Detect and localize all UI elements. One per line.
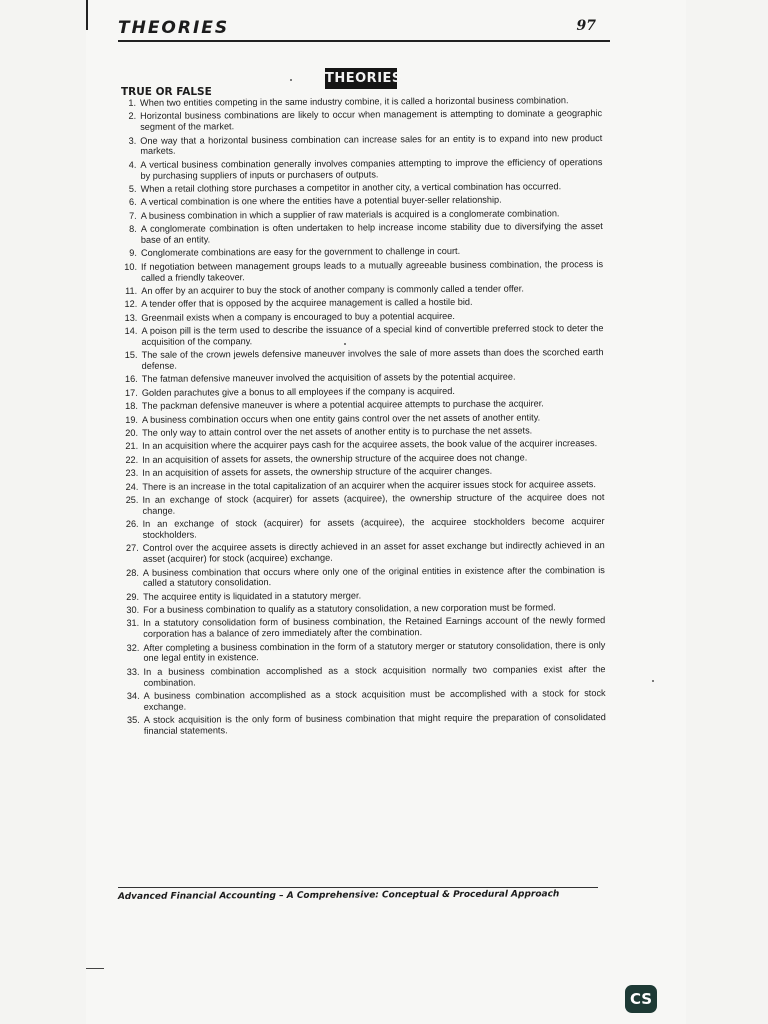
question-number: 6. [128, 197, 137, 208]
question-text: A vertical combination is one where the entities have a potential buyer-seller relationship. [140, 195, 502, 208]
question-item [120, 385, 604, 399]
question-number: 34. [126, 690, 140, 702]
question-item [118, 157, 602, 182]
question-number: 14. [124, 325, 138, 337]
question-item [120, 465, 604, 479]
question-item [121, 664, 605, 689]
chapter-badge: THEORIES [325, 68, 397, 89]
question-text: A business combination accomplished as a stock acquisition must be accomplished with a stock for stock exchange. [143, 688, 606, 712]
question-text: Golden parachutes give a bonus to all employees if the company is acquired. [141, 385, 455, 398]
question-number: 2. [128, 111, 137, 122]
question-text: The acquiree entity is liquidated in a statutory merger. [143, 590, 362, 602]
question-number: 32. [126, 642, 140, 653]
question-number: 5. [128, 183, 137, 194]
question-number: 16. [124, 374, 138, 385]
question-text: A vertical business combination generally involves companies attempting to improve the efficiency of operations by purchasing suppliers of inputs or purchasers of outputs. [140, 156, 603, 181]
question-text: When two entities competing in the same industry combine, it is called a horizontal business combination. [139, 95, 569, 108]
scan-speck [290, 79, 292, 81]
question-number: 25. [125, 494, 139, 505]
question-text: The sale of the crown jewels defensive maneuver involves the sale of more assets than does the scorched earth defense. [141, 347, 604, 371]
question-item [119, 181, 603, 195]
question-text: Conglomerate combinations are easy for the government to challenge in court. [140, 246, 461, 259]
question-text: The only way to attain control over the net assets of another entity is to purchase the net assets. [142, 425, 533, 438]
question-number: 22. [125, 454, 139, 465]
page-edge-mark [86, 968, 104, 969]
question-item [120, 438, 604, 452]
question-item [119, 323, 603, 348]
question-text: In an acquisition of assets for assets, the ownership structure of the acquiree does not change. [142, 452, 528, 465]
question-item [120, 492, 604, 517]
question-text: In a business combination accomplished as a stock acquisition normally two companies exist after the combination. [143, 663, 606, 688]
question-item [121, 516, 605, 541]
question-item [121, 540, 605, 565]
question-item [121, 616, 605, 641]
question-text: A stock acquisition is the only form of business combination that might require the preparation of consolidated financial statements. [143, 712, 606, 736]
question-number: 35. [126, 715, 140, 726]
question-text: In an acquisition of assets for assets, the ownership structure of the acquirer changes. [142, 465, 493, 479]
question-item [119, 221, 603, 246]
question-number: 7. [129, 210, 137, 221]
question-number: 23. [125, 468, 139, 479]
question-text: In an acquisition where the acquirer pays cash for the acquiree assets, the book value of the acquirer increases. [142, 438, 598, 452]
question-text: One way that a horizontal business combination can increase sales for an entity is to expand into new product markets. [140, 132, 603, 157]
scan-speck [652, 680, 654, 682]
question-number: 3. [128, 135, 137, 146]
question-number: 29. [126, 591, 140, 602]
question-text: For a business combination to qualify as a statutory consolidation, a new corporation must be formed. [143, 602, 556, 615]
question-number: 9. [129, 248, 137, 259]
question-item [120, 347, 604, 372]
question-item [118, 95, 602, 109]
question-item [120, 371, 604, 385]
question-number: 18. [125, 401, 138, 412]
question-item [120, 412, 604, 426]
question-text: The packman defensive maneuver is where a potential acquiree attempts to purchase the acquirer. [141, 398, 544, 412]
question-item [121, 640, 605, 665]
question-number: 13. [124, 312, 138, 323]
question-text: Greenmail exists when a company is encouraged to buy a potential acquiree. [141, 310, 455, 323]
question-text: If negotiation between management groups leads to a mutually agreeable business combination, the process is called a friendly takeover. [140, 258, 604, 283]
section-title: TRUE OR FALSE [121, 86, 212, 98]
question-text: A conglomerate combination is often undertaken to help increase income stability due to diversifying the asset base of an entity. [140, 221, 603, 245]
question-number: 33. [126, 666, 140, 677]
question-item [120, 452, 604, 466]
question-text: In an exchange of stock (acquirer) for assets (acquiree), the acquiree stockholders become acquirer stockholders. [142, 516, 605, 540]
question-number: 30. [126, 604, 140, 616]
question-item [119, 296, 603, 310]
question-text: A business combination in which a supplier of raw materials is acquired is a conglomerate combination. [140, 208, 560, 221]
question-number: 20. [125, 427, 139, 438]
question-text: In a statutory consolidation form of business combination, the Retained Earnings account of the newly formed corporation has a balance of zero immediately after the combination. [143, 615, 606, 640]
question-number: 12. [124, 299, 138, 310]
question-item [119, 245, 603, 259]
question-number: 15. [124, 350, 138, 361]
question-item [119, 194, 603, 208]
question-number: 4. [128, 159, 137, 170]
question-text: The fatman defensive maneuver involved the acquisition of assets by the potential acquiree. [141, 372, 516, 385]
question-text: After completing a business combination in the form of a statutory merger or statutory consolidation, there is only one legal entity in existence. [143, 639, 606, 664]
question-number: 11. [125, 285, 138, 296]
question-text: Horizontal business combinations are likely to occur when management is attempting to dominate a geographic segment of the market. [140, 108, 603, 133]
question-item [118, 108, 602, 133]
running-head [118, 18, 610, 40]
question-number: 19. [125, 414, 138, 425]
question-text: A business combination occurs when one entity gains control over the net assets of another entity. [141, 412, 541, 425]
question-number: 28. [126, 567, 139, 578]
footer-rule [118, 887, 598, 888]
question-text: A business combination that occurs where only one of the original entities in existence after the combination is called a statutory consolidation. [142, 564, 605, 589]
question-number: 8. [129, 224, 137, 235]
question-item [120, 425, 604, 439]
question-item [122, 712, 606, 737]
question-number: 10. [124, 261, 138, 272]
question-text: There is an increase in the total capitalization of an acquirer when the acquirer issues stock for acquiree assets. [142, 478, 596, 492]
question-number: 27. [125, 543, 139, 554]
question-text: In an exchange of stock (acquirer) for assets (acquiree), the ownership structure of the acquiree does not change. [142, 491, 605, 516]
question-item [119, 259, 603, 284]
question-item [119, 208, 603, 222]
question-number: 31. [126, 618, 140, 629]
question-number: 1. [128, 97, 137, 108]
question-item [120, 398, 604, 412]
question-item [119, 283, 603, 297]
running-title: THEORIES [118, 18, 230, 38]
question-text: An offer by an acquirer to buy the stock of another company is commonly called a tender offer. [141, 283, 524, 296]
question-number: 21. [125, 441, 139, 452]
question-list [118, 95, 606, 739]
question-text: A tender offer that is opposed by the acquiree management is called a hostile bid. [141, 297, 473, 310]
question-item [121, 589, 605, 603]
camscanner-logo-icon: CS [625, 985, 657, 1013]
question-text: A poison pill is the term used to describe the issuance of a special kind of convertible preferred stock to deter the acquisition of the company. [141, 323, 604, 347]
question-item [121, 602, 605, 616]
page-edge-mark [86, 0, 88, 30]
question-item [121, 565, 605, 590]
question-text: Control over the acquiree assets is directly achieved in an asset for asset exchange but indirectly achieved in an asset (acquirer) for stock (acquiree) exchange. [142, 540, 605, 564]
header-rule [118, 40, 610, 42]
question-number: 26. [125, 519, 139, 530]
question-item [120, 479, 604, 493]
question-number: 24. [125, 481, 139, 492]
question-item [122, 688, 606, 713]
page-number: 97 [576, 18, 596, 34]
question-text: When a retail clothing store purchases a competitor in another city, a vertical combination has occurred. [140, 181, 562, 194]
question-number: 17. [124, 387, 138, 398]
footer-book-title: Advanced Financial Accounting – A Comprehensive: Conceptual & Procedural Approach [118, 889, 560, 902]
question-item [118, 133, 602, 158]
question-item [119, 310, 603, 324]
